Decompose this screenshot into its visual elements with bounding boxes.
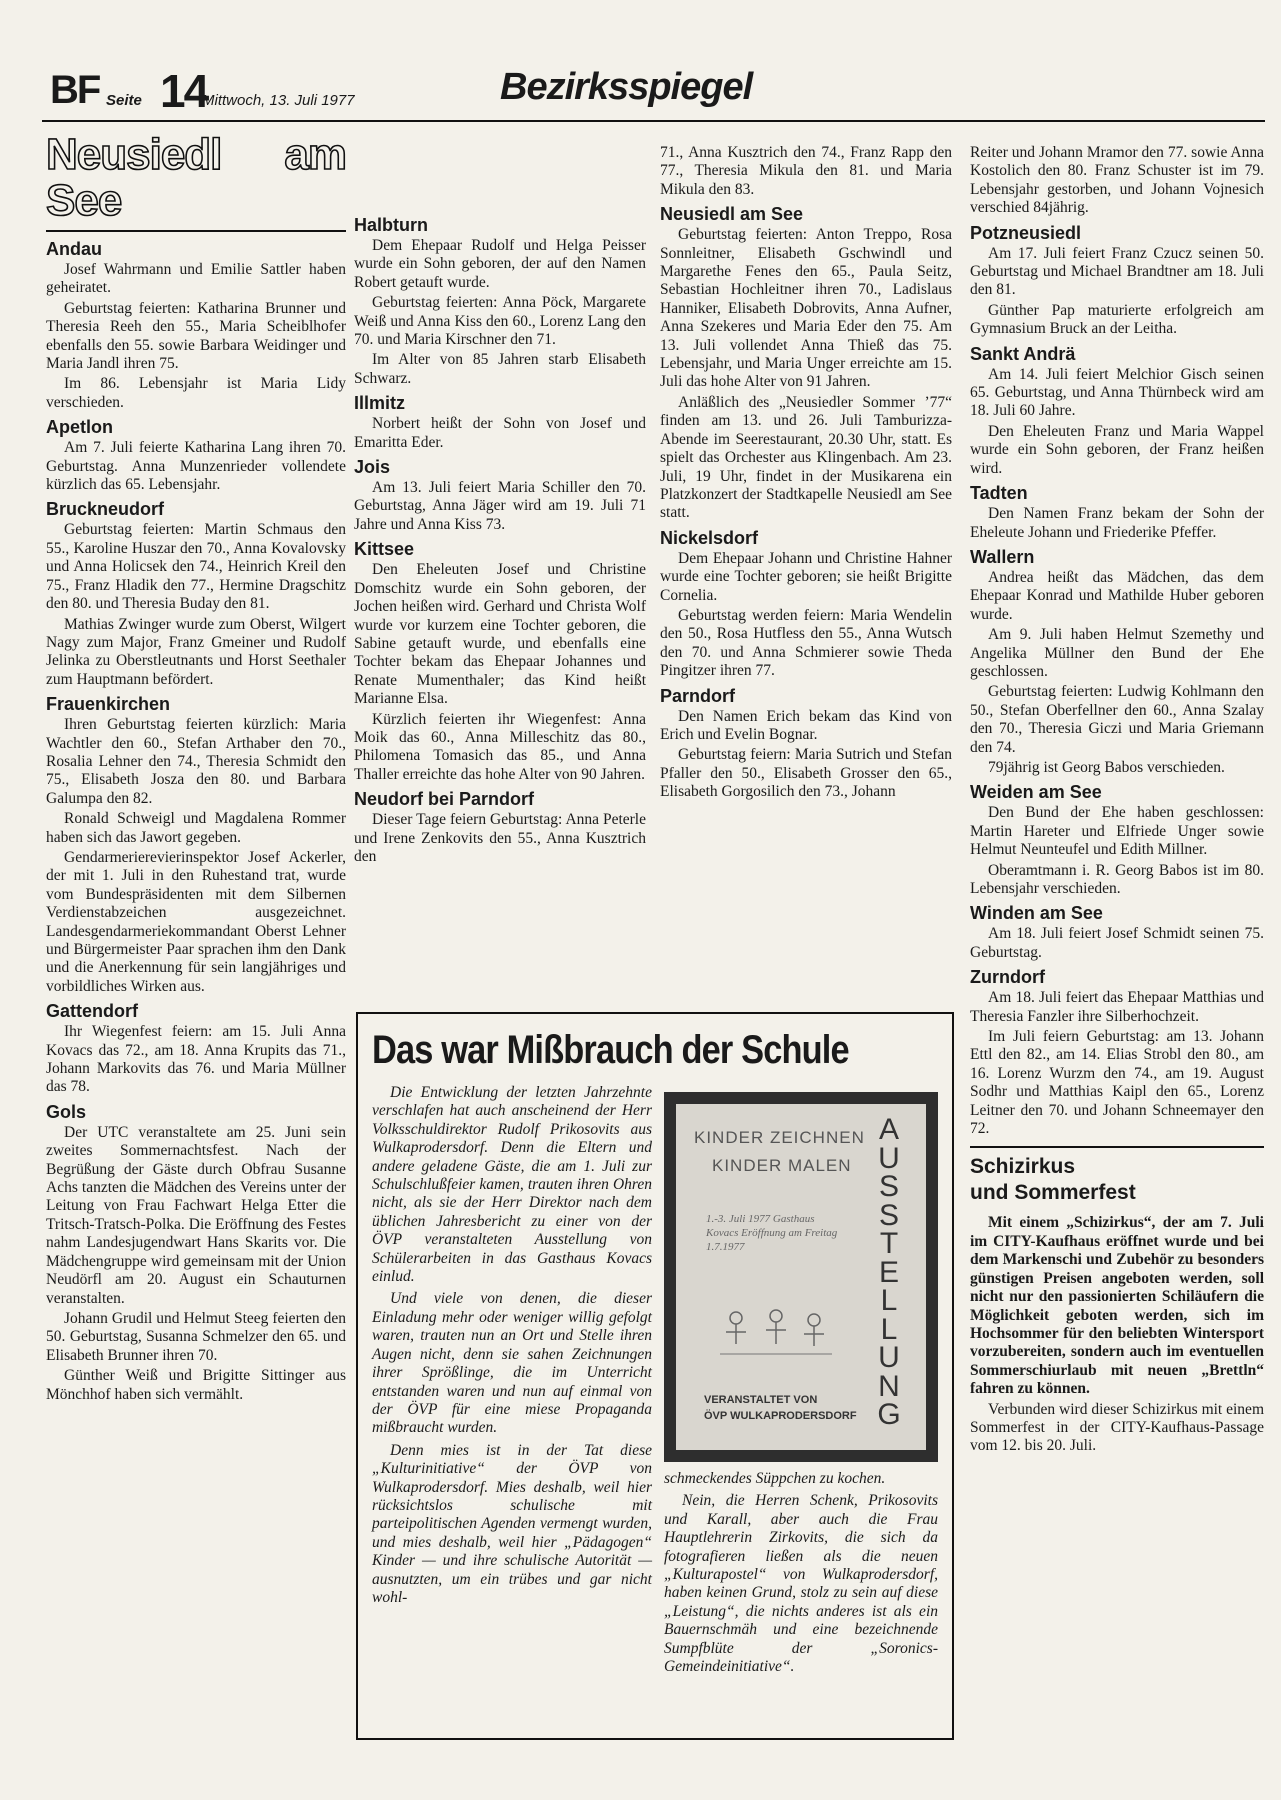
heading-gols: Gols <box>46 1101 87 1122</box>
article-text: Dieser Tage feiern Geburtstag: Anna Peterle und Irene Zenkovits den 55., Anna Kusztrich den <box>354 811 646 865</box>
article-text: Ihren Geburtstag feierten kürzlich: Maria Wachtler den 60., Stefan Arthaber den 70., Rosalia Lehner den 74., Theresia Schmidt den 75., Elisabeth Josza den 80. und Barbara Galumpa den 82. <box>46 716 346 807</box>
column-3 <box>660 144 952 804</box>
article-text: Am 13. Juli feiert Maria Schiller den 70. Geburtstag, Anna Jäger wird am 19. Juli 71 Jahre und Anna Kiss 73. <box>354 479 646 533</box>
boxed-article-left-column <box>372 1084 652 1611</box>
article-text: Johann Grudil und Helmut Steeg feierten den 50. Geburtstag, Susanna Schmelzer den 65. und Elisabeth Brunner ihren 70. <box>46 1309 346 1364</box>
boxed-article-title: Das war Mißbrauch der Schule <box>372 1028 849 1072</box>
heading-winden: Winden am See <box>970 903 1103 924</box>
section-title: Bezirksspiegel <box>500 66 753 108</box>
page-header <box>50 66 1265 122</box>
article-text: Günther Weiß und Brigitte Sittinger aus Mönchhof haben sich vermählt. <box>46 1367 346 1403</box>
article-text: Am 9. Juli haben Helmut Szemethy und Angelika Müllner den Bund der Ehe geschlossen. <box>970 626 1264 680</box>
poster-vertical-title: AUSSTELLUNG <box>877 1113 901 1431</box>
heading-apetlon: Apetlon <box>46 417 113 438</box>
article-text: Am 7. Juli feierte Katharina Lang ihren 70. Geburtstag. Anna Munzenrieder vollendete kürzlich das 65. Lebensjahr. <box>46 439 346 494</box>
article-text: Geburtstag feierten: Ludwig Kohlmann den 50., Stefan Oberfellner den 60., Anna Szalay den 70., Theresia Giczi und Maria Griemann den 74. <box>970 683 1264 756</box>
poster-handwriting: 1.-3. Juli 1977 Gasthaus Kovacs Eröffnung am Freitag 1.7.1977 <box>706 1213 838 1253</box>
article-text: Am 18. Juli feiert das Ehepaar Matthias und Theresia Fanzler ihre Silberhochzeit. <box>970 989 1264 1025</box>
article-text: Anläßlich des „Neusiedler Sommer ’77“ finden am 13. und 26. Juli Tamburizza-Abende im Seerestaurant, 20.30 Uhr, statt. Es spielt das Orchester aus Klingenbach. Am 23. Juli, 19 Uhr, findet in der Musikarena ein Platzkonzert der Stadtkapelle Neusiedl am See statt. <box>660 393 952 522</box>
article-text: Josef Wahrmann und Emilie Sattler haben geheiratet. <box>46 261 346 297</box>
poster-footer <box>704 1392 857 1424</box>
article-text: Gendarmerierevierinspektor Josef Ackerler, der mit 1. Juli in den Ruhestand trat, wurde vom Bundespräsidenten mit dem Silbernen Verdienstabzeichen ausgezeichnet. Landesgendarmeriekommandant Oberst Lehner und Bürgermeister Paar sprachen ihm den Dank und die Anerkennung für sein langjähriges und vorbildliches Wirken aus. <box>46 848 346 995</box>
article-text: Den Namen Franz bekam der Sohn der Eheleute Johann und Friederike Pfeffer. <box>970 505 1264 541</box>
column-2 <box>354 214 646 868</box>
article-text: Geburtstag feierten: Martin Schmaus den 55., Karoline Huszar den 70., Anna Kovalovsky und Anna Holicsek den 74., Heinrich Kreil den 75., Franz Hladik den 77., Hermine Dragschitz den 80. und Theresia Buday den 81. <box>46 521 346 613</box>
schizirkus-heading <box>970 1146 1264 1206</box>
article-text: Norbert heißt der Sohn von Josef und Emaritta Eder. <box>354 415 646 451</box>
article-text: 79jährig ist Georg Babos verschieden. <box>988 758 1225 776</box>
region-masthead: Neusiedl am See <box>46 132 346 232</box>
poster-footer-line-1: VERANSTALTET VON <box>704 1394 818 1406</box>
poster-sheet <box>676 1104 926 1450</box>
article-text: Der UTC veranstaltete am 25. Juni sein zweites Sommernachtsfest. Nach der Begrüßung der Gäste durch Obfrau Susanne Achs tanzten die Mädchen des Vereins unter der Leitung von Frau Fachwart Helga Etter die Tritsch-Tratsch-Polka. Die Eröffnung des Festes nahm Landesjugendwart Hans Skarits vor. Die Mädchengruppe wird gemeinsam mit der Union Neudörfl am 20. August ein Schauturnen veranstalten. <box>46 1123 346 1307</box>
poster-footer-line-2: ÖVP WULKAPRODERSDORF <box>704 1410 857 1422</box>
article-text: Reiter und Johann Mramor den 77. sowie Anna Kostolich den 80. Franz Schuster ist im 79. Lebensjahr gestorben, und Johann Vojnesich verschied 84jährig. <box>970 144 1264 217</box>
article-text: Den Eheleuten Franz und Maria Wappel wurde ein Sohn geboren, der Franz heißen wird. <box>970 422 1264 477</box>
article-text: Verbunden wird dieser Schizirkus mit einem Sommerfest in der CITY-Kaufhaus-Passage vom 12. bis 20. Juli. <box>970 1400 1264 1455</box>
page-number: 14 <box>160 65 208 117</box>
article-text: Günther Pap maturierte erfolgreich am Gymnasium Bruck an der Leitha. <box>970 301 1264 338</box>
heading-tadten: Tadten <box>970 483 1028 504</box>
article-text: Ihr Wiegenfest feiern: am 15. Juli Anna Kovacs das 72., am 18. Anna Krupits das 71., Johann Markovits das 76. und Maria Müllner das 78. <box>46 1023 346 1096</box>
heading-halbturn: Halbturn <box>354 215 428 235</box>
heading-gattendorf: Gattendorf <box>46 1001 138 1022</box>
boxed-article <box>356 1012 954 1740</box>
article-text: Geburtstag feierten: Anton Treppo, Rosa Sonnleitner, Elisabeth Gschwindl und Margarethe Fenes den 65., Paula Seitz, Sebastian Hochleitner ihren 70., Ladislaus Hanniker, Elisabeth Dobrovits, Anna Aufner, Anna Szekeres und Maria Eder den 75. Am 13. Juli vollendet Anna Thieß das 75. Lebensjahr, und Maria Unger erreichte am 15. Juli das hohe Alter von 91 Jahren. <box>660 226 952 391</box>
article-text: Andrea heißt das Mädchen, das dem Ehepaar Konrad und Mathilde Huber geboren wurde. <box>970 568 1264 623</box>
article-text: Am 14. Juli feiert Melchior Gisch seinen 65. Geburtstag, und Anna Thürnbeck wird am 18. Juli 60 Jahre. <box>970 365 1264 420</box>
article-text: Nein, die Herren Schenk, Prikosovits und Karall, aber auch die Frau Hauptlehrerin Zirkovits, die sich da fotografieren ließen als die neuen „Kulturapostel“ von Wulkaprodersdorf, haben keinen Grund, stolz zu sein auf diese „Leistung“, die nichts anderes ist als ein Bauernschmäh und eine bezeichnende Sumpfblüte der „Soronics-Gemeindeinitiative“. <box>664 1492 938 1676</box>
heading-andau: Andau <box>46 239 102 259</box>
article-text: Geburtstag feierten: Anna Pöck, Margarete Weiß und Anna Kiss den 60., Lorenz Lang den 70. und Maria Kirschner den 71. <box>354 294 646 349</box>
article-text: schmeckendes Süppchen zu kochen. <box>664 1470 886 1487</box>
boxed-article-right-column <box>664 1470 938 1680</box>
article-text: Den Eheleuten Josef und Christine Domschitz wurde ein Sohn geboren, der Jochen heißen wird. Gerhard und Christa Wolf wurde vor kurzem eine Tochter geboren, die Sabine getauft wurde, und ebenfalls eine Tochter bekam das Ehepaar Johannes und Renate Mumenthaler; das Kind heißt Marianne Elsa. <box>354 561 646 708</box>
heading-weiden: Weiden am See <box>970 782 1102 803</box>
article-text: Und viele von denen, die dieser Einladung mehr oder weniger willig gefolgt waren, trauten nun an Ort und Stelle ihren Augen nicht, denn sie sahen Zeichnungen ihrer Sprößlinge, die im Unterricht entstanden waren und nun auf einmal von der ÖVP für eine miese Propaganda mißbraucht wurden. <box>372 1290 652 1437</box>
heading-jois: Jois <box>354 457 391 478</box>
schizirkus-heading-line2: und Sommerfest <box>970 1181 1136 1205</box>
article-text: Im Juli feiern Geburtstag: am 13. Johann Ettl den 82., am 14. Elias Strobl den 80., am 16. Lorenz Wurzm den 74., am 19. August Sodhr und Matthias Kaipl den 65., Lorenz Leitner den 70. und Johann Schneemayer den 72. <box>970 1028 1264 1138</box>
heading-zurndorf: Zurndorf <box>970 967 1045 988</box>
poster-line-1: KINDER ZEICHNEN <box>694 1128 865 1147</box>
article-text: Im Alter von 85 Jahren starb Elisabeth Schwarz. <box>354 351 646 387</box>
article-text: Denn mies ist in der Tat diese „Kulturinitiative“ der ÖVP von Wulkaprodersdorf. Mies deshalb, weil hier rücksichtslos schulische mit parteipolitischen Agenden vermengt wurden, und mies deshalb, weil hier „Pädagogen“ Kinder — und ihre schulische Autorität — ausnutzten, um ein trübes und gar nicht wohl- <box>372 1441 652 1606</box>
article-text: Geburtstag feiern: Maria Sutrich und Stefan Pfaller den 50., Elisabeth Grosser den 65., Elisabeth Gorgosilich den 73., Johann <box>660 746 952 801</box>
child-drawing-figures <box>716 1304 836 1364</box>
exhibition-poster-photo <box>664 1092 938 1462</box>
article-text: Die Entwicklung der letzten Jahrzehnte verschlafen hat auch anscheinend der Herr Volksschuldirektor Rudolf Prikosovits aus Wulkaprodersdorf. Denn die Eltern und andere geladene Gäste, die am 1. Juli zur Schulschlußfeier kamen, trauten ihren Ohren nicht, als sie der Herr Direktor nach dem üblichen Jahresbericht zu einer von der ÖVP veranstalteten Ausstellung von Schülerarbeiten in das Gasthaus Kovacs einlud. <box>372 1084 652 1286</box>
article-text: Mathias Zwinger wurde zum Oberst, Wilgert Nagy zum Major, Franz Gmeiner und Rudolf Jelinka zu Oberstleutnants und Horst Seethaler zum Hauptmann befördert. <box>46 615 346 688</box>
heading-kittsee: Kittsee <box>354 539 415 560</box>
schizirkus-heading-line1: Schizirkus <box>970 1155 1076 1179</box>
heading-neusiedl: Neusiedl am See <box>660 204 804 225</box>
article-text: Im 86. Lebensjahr ist Maria Lidy verschieden. <box>46 375 346 411</box>
issue-date: Mittwoch, 13. Juli 1977 <box>202 92 355 109</box>
article-text: 71., Anna Kusztrich den 74., Franz Rapp den 77., Theresia Mikula den 81. und Maria Mikula den 83. <box>660 144 952 198</box>
article-text: Am 17. Juli feiert Franz Czucz seinen 50. Geburtstag und Michael Brandtner am 18. Juli den 81. <box>970 244 1264 299</box>
heading-nickelsdorf: Nickelsdorf <box>660 527 759 548</box>
newspaper-logo: BF <box>50 68 100 112</box>
heading-potzneusiedl: Potzneusiedl <box>970 222 1082 243</box>
heading-frauenkirchen: Frauenkirchen <box>46 694 171 715</box>
article-text: Ronald Schweigl und Magdalena Rommer haben sich das Jawort gegeben. <box>46 810 346 846</box>
article-text: Dem Ehepaar Rudolf und Helga Peisser wurde ein Sohn geboren, der auf den Namen Robert getauft wurde. <box>354 237 646 291</box>
header-rule <box>42 120 1265 122</box>
article-text: Oberamtmann i. R. Georg Babos ist im 80. Lebensjahr verschieden. <box>970 861 1264 897</box>
article-text: Den Namen Erich bekam das Kind von Erich und Evelin Bognar. <box>660 707 952 743</box>
column-1 <box>46 132 346 1406</box>
page-label: Seite <box>106 92 142 109</box>
heading-illmitz: Illmitz <box>354 393 406 414</box>
heading-sankt-andrae: Sankt Andrä <box>970 343 1076 364</box>
article-text: Den Bund der Ehe haben geschlossen: Martin Hareter und Elfriede Unger sowie Helmut Neunteufel und Edith Millner. <box>970 804 1264 859</box>
article-text: Kürzlich feierten ihr Wiegenfest: Anna Moik das 60., Anna Milleschitz das 80., Philomena Tomasich das 85., und Anna Thaller erreichte das hohe Alter von 90 Jahren. <box>354 710 646 783</box>
column-4 <box>970 144 1264 1458</box>
article-text: Am 18. Juli feiert Josef Schmidt seinen 75. Geburtstag. <box>970 925 1264 961</box>
article-text: Geburtstag werden feiern: Maria Wendelin den 50., Rosa Hutfless den 55., Anna Wutsch den 70. und Anna Schmierer sowie Theda Pingitzer ihren 77. <box>660 606 952 680</box>
article-text: Dem Ehepaar Johann und Christine Hahner wurde eine Tochter geboren; sie heißt Brigitte Cornelia. <box>660 549 952 604</box>
article-text: Mit einem „Schizirkus“, der am 7. Juli im CITY-Kaufhaus eröffnet wurde und bei dem Markenschi und Zubehör zu besonders günstigen Preisen angeboten werden, soll nicht nur den passionierten Schiläufern die Möglichkeit geboten werden, sich im Hochsommer für den beliebten Wintersport vorzubereiten, sondern auch im eventuellen Sommerschiurlaub mit neuen „Brettln“ fahren zu können. <box>970 1214 1264 1398</box>
heading-wallern: Wallern <box>970 546 1035 567</box>
heading-parndorf: Parndorf <box>660 685 736 706</box>
heading-bruckneudorf: Bruckneudorf <box>46 499 165 520</box>
schizirkus-lead <box>970 1214 1264 1398</box>
heading-neudorf: Neudorf bei Parndorf <box>354 789 535 810</box>
poster-line-2: KINDER MALEN <box>712 1156 852 1175</box>
article-text: Geburtstag feierten: Katharina Brunner und Theresia Reeh den 55., Maria Scheiblhofer ebenfalls den 55. sowie Barbara Weidinger und Maria Jandl ihren 75. <box>46 299 346 373</box>
